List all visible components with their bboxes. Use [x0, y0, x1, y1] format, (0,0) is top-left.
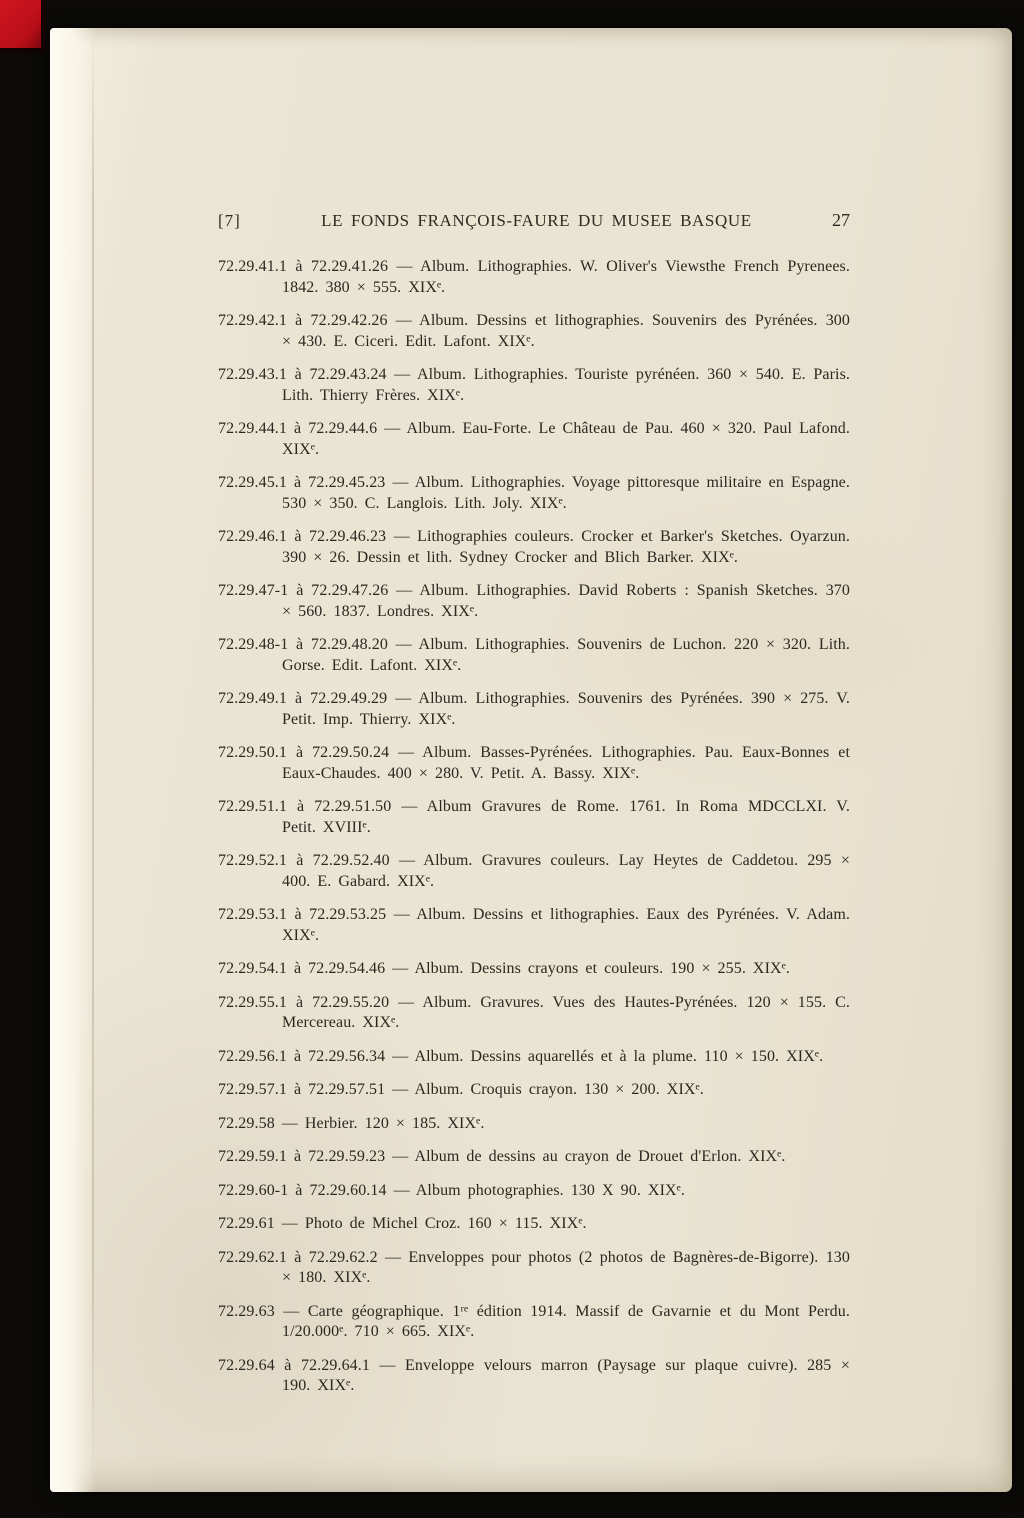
catalog-entry: 72.29.56.1 à 72.29.56.34 — Album. Dessins aquarellés et à la plume. 110 × 150. XIXᵉ. — [218, 1047, 824, 1065]
catalog-entry: 72.29.54.1 à 72.29.54.46 — Album. Dessins crayons et couleurs. 190 × 255. XIXᵉ. — [218, 960, 790, 977]
catalog-entry: 72.29.47-1 à 72.29.47.26 — Album. Lithographies. David Roberts : Spanish Sketches. 370 × 560. 1837. Londres. XIXᵉ. — [218, 582, 850, 620]
book-page — [50, 28, 1012, 1492]
catalog-entry: 72.29.46.1 à 72.29.46.23 — Lithographies couleurs. Crocker et Barker's Sketches. Oyarzun. 390 × 26. Dessin et lith. Sydney Crocker and Blich Barker. XIXᵉ. — [218, 528, 850, 566]
section-bracket-number: [7] — [218, 211, 241, 230]
catalog-entry: 72.29.55.1 à 72.29.55.20 — Album. Gravures. Vues des Hautes-Pyrénées. 120 × 155. C. Mercereau. XIXᵉ. — [218, 993, 850, 1031]
catalog-entry: 72.29.57.1 à 72.29.57.51 — Album. Croquis crayon. 130 × 200. XIXᵉ. — [218, 1081, 704, 1098]
catalog-entry: 72.29.63 — Carte géographique. 1ʳᵉ édition 1914. Massif de Gavarnie et du Mont Perdu. 1/20.000ᵉ. 710 × 665. XIXᵉ. — [218, 1302, 850, 1340]
page-edge — [50, 28, 96, 1492]
catalog-entry: 72.29.62.1 à 72.29.62.2 — Enveloppes pour photos (2 photos de Bagnères-de-Bigorre). 130 × 180. XIXᵉ. — [218, 1248, 850, 1286]
catalog-entry: 72.29.60-1 à 72.29.60.14 — Album photographies. 130 X 90. XIXᵉ. — [218, 1181, 685, 1199]
catalog-entry: 72.29.64 à 72.29.64.1 — Enveloppe velours marron (Paysage sur plaque cuivre). 285 × 190. XIXᵉ. — [218, 1356, 850, 1394]
catalog-entry: 72.29.43.1 à 72.29.43.24 — Album. Lithographies. Touriste pyrénéen. 360 × 540. E. Paris. Lith. Thierry Frères. XIXᵉ. — [218, 366, 850, 404]
catalog-entry: 72.29.50.1 à 72.29.50.24 — Album. Basses-Pyrénées. Lithographies. Pau. Eaux-Bonnes et Eaux-Chaudes. 400 × 280. V. Petit. A. Bassy. XIXᵉ. — [218, 744, 850, 782]
catalog-entry: 72.29.48-1 à 72.29.48.20 — Album. Lithographies. Souvenirs de Luchon. 220 × 320. Lith. Gorse. Edit. Lafont. XIXᵉ. — [218, 636, 850, 674]
catalog-entry: 72.29.59.1 à 72.29.59.23 — Album de dessins au crayon de Drouet d'Erlon. XIXᵉ. — [218, 1148, 786, 1165]
red-corner-marker — [0, 0, 46, 53]
catalog-entry: 72.29.41.1 à 72.29.41.26 — Album. Lithographies. W. Oliver's Viewsthe French Pyrenees. 1842. 380 × 555. XIXᵉ. — [218, 258, 850, 296]
page-content — [218, 210, 850, 1397]
catalog-entry: 72.29.51.1 à 72.29.51.50 — Album Gravures de Rome. 1761. In Roma MDCCLXI. V. Petit. XVIIIᵉ. — [218, 798, 850, 836]
catalog-entry: 72.29.58 — Herbier. 120 × 185. XIXᵉ. — [218, 1114, 485, 1132]
page-title: LE FONDS FRANÇOIS-FAURE DU MUSEE BASQUE — [321, 211, 752, 230]
catalog-entry: 72.29.42.1 à 72.29.42.26 — Album. Dessins et lithographies. Souvenirs des Pyrénées. 300 × 430. E. Ciceri. Edit. Lafont. XIXᵉ. — [218, 312, 850, 350]
page-number: 27 — [832, 210, 850, 230]
catalog-entry: 72.29.44.1 à 72.29.44.6 — Album. Eau-Forte. Le Château de Pau. 460 × 320. Paul Lafond. XIXᵉ. — [218, 420, 850, 458]
catalog-entry: 72.29.61 — Photo de Michel Croz. 160 × 115. XIXᵉ. — [218, 1215, 587, 1232]
catalog-entry: 72.29.52.1 à 72.29.52.40 — Album. Gravures couleurs. Lay Heytes de Caddetou. 295 × 400. E. Gabard. XIXᵉ. — [218, 852, 850, 890]
catalog-entry: 72.29.53.1 à 72.29.53.25 — Album. Dessins et lithographies. Eaux des Pyrénées. V. Adam. XIXᵉ. — [218, 906, 850, 944]
catalog-entry: 72.29.49.1 à 72.29.49.29 — Album. Lithographies. Souvenirs des Pyrénées. 390 × 275. V. Petit. Imp. Thierry. XIXᵉ. — [218, 690, 850, 728]
catalog-entries — [218, 257, 850, 1397]
page-header — [218, 210, 850, 231]
catalog-entry: 72.29.45.1 à 72.29.45.23 — Album. Lithographies. Voyage pittoresque militaire en Espagne. 530 × 350. C. Langlois. Lith. Joly. XIXᵉ. — [218, 474, 850, 512]
